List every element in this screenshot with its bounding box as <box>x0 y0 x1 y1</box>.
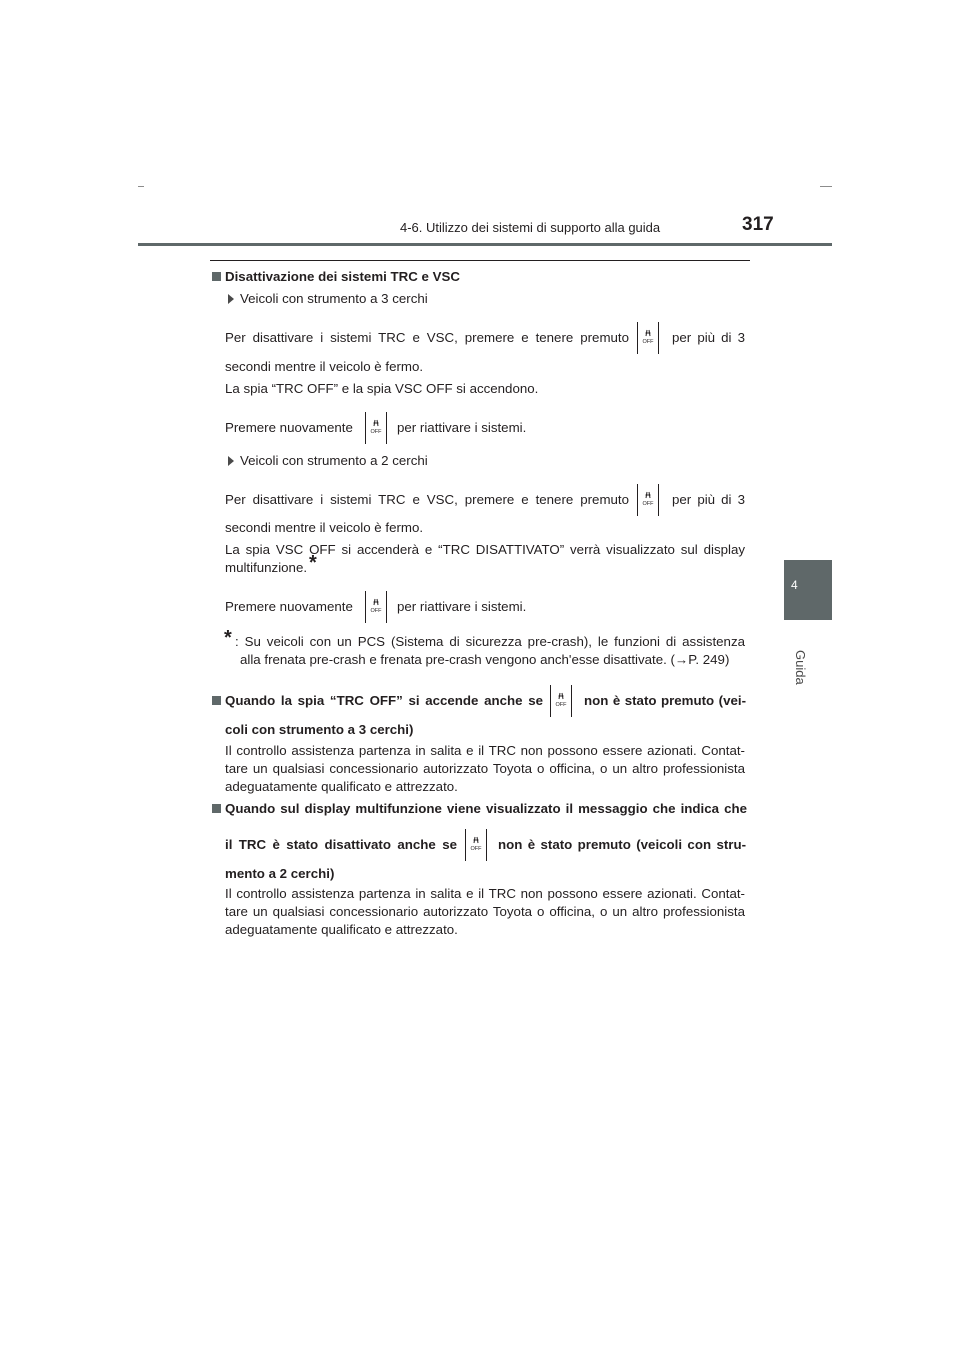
vsc-off-button-icon: OFF <box>637 484 659 516</box>
triangle-bullet-icon <box>228 294 234 304</box>
sub2-line5b: per riattivare i sistemi. <box>397 599 527 614</box>
chapter-label: Guida <box>793 650 808 685</box>
sub2-line1a: Per disattivare i sistemi TRC e VSC, premere e tenere premuto <box>225 492 629 507</box>
section-rule <box>210 260 750 261</box>
sub2-line1b: per più di 3 <box>672 492 745 507</box>
section3-heading-c: non è stato premuto (veicoli con stru- <box>498 837 746 852</box>
crop-mark-left <box>138 186 144 187</box>
heading-bullet-icon <box>212 272 221 281</box>
section-title: 4-6. Utilizzo dei sistemi di supporto alla guida <box>400 220 661 235</box>
sub2-title: Veicoli con strumento a 2 cerchi <box>240 453 428 468</box>
sub2-line5a: Premere nuovamente <box>225 599 353 614</box>
asterisk: * <box>309 552 317 574</box>
sub1-line1b: per più di 3 <box>672 330 745 345</box>
footnote-mark: * <box>224 627 232 649</box>
sub1-line2: secondi mentre il veicolo è fermo. <box>225 359 424 374</box>
sub1-line3: La spia “TRC OFF” e la spia VSC OFF si accendono. <box>225 381 539 396</box>
section2-body1: Il controllo assistenza partenza in salita e il TRC non possono essere azionati. Contat- <box>225 743 745 758</box>
sub1-line4a: Premere nuovamente <box>225 420 353 435</box>
sub2-line3: La spia VSC OFF si accenderà e “TRC DISATTIVATO” verrà visualizzato sul display <box>225 542 745 557</box>
section2-heading-c: coli con strumento a 3 cerchi) <box>225 722 414 737</box>
footnote-line1: : Su veicoli con un PCS (Sistema di sicurezza pre-crash), le funzioni di assistenza <box>235 634 745 649</box>
vsc-off-button-icon: OFF <box>365 591 387 623</box>
chapter-number: 4 <box>791 578 798 592</box>
footnote-line2: alla frenata pre-crash e frenata pre-crash vengono anch'esse disattivate. (→P. 249) <box>240 652 730 667</box>
section2-body3: adeguatamente qualificato e attrezzato. <box>225 779 458 794</box>
section2-heading-b: non è stato premuto (vei- <box>584 693 746 708</box>
vsc-off-button-icon: OFF <box>365 412 387 444</box>
section3-heading-b: il TRC è stato disattivato anche se <box>225 837 457 852</box>
section3-body3: adeguatamente qualificato e attrezzato. <box>225 922 458 937</box>
section2-body2: tare un qualsiasi concessionario autorizzato Toyota o officina, o un altro professionista <box>225 761 745 776</box>
vsc-off-button-icon: OFF <box>550 685 572 717</box>
page-number: 317 <box>742 214 774 235</box>
section2-heading-a: Quando la spia “TRC OFF” si accende anche se <box>225 693 543 708</box>
sub1-title: Veicoli con strumento a 3 cerchi <box>240 291 428 306</box>
section3-body2: tare un qualsiasi concessionario autorizzato Toyota o officina, o un altro professionista <box>225 904 745 919</box>
heading-bullet-icon <box>212 804 221 813</box>
crop-mark-right <box>820 186 832 187</box>
section3-body1: Il controllo assistenza partenza in salita e il TRC non possono essere azionati. Contat- <box>225 886 745 901</box>
section1-heading: Disattivazione dei sistemi TRC e VSC <box>225 269 460 284</box>
header-rule <box>138 243 832 246</box>
sub1-line4b: per riattivare i sistemi. <box>397 420 527 435</box>
sub1-line1a: Per disattivare i sistemi TRC e VSC, premere e tenere premuto <box>225 330 629 345</box>
vsc-off-button-icon: OFF <box>637 322 659 354</box>
heading-bullet-icon <box>212 696 221 705</box>
triangle-bullet-icon <box>228 456 234 466</box>
section3-heading-d: mento a 2 cerchi) <box>225 866 335 881</box>
sub2-line2: secondi mentre il veicolo è fermo. <box>225 520 424 535</box>
section3-heading-a: Quando sul display multifunzione viene visualizzato il messaggio che indica che <box>225 801 747 816</box>
vsc-off-button-icon: OFF <box>465 829 487 861</box>
sub2-line4: multifunzione. <box>225 560 308 575</box>
